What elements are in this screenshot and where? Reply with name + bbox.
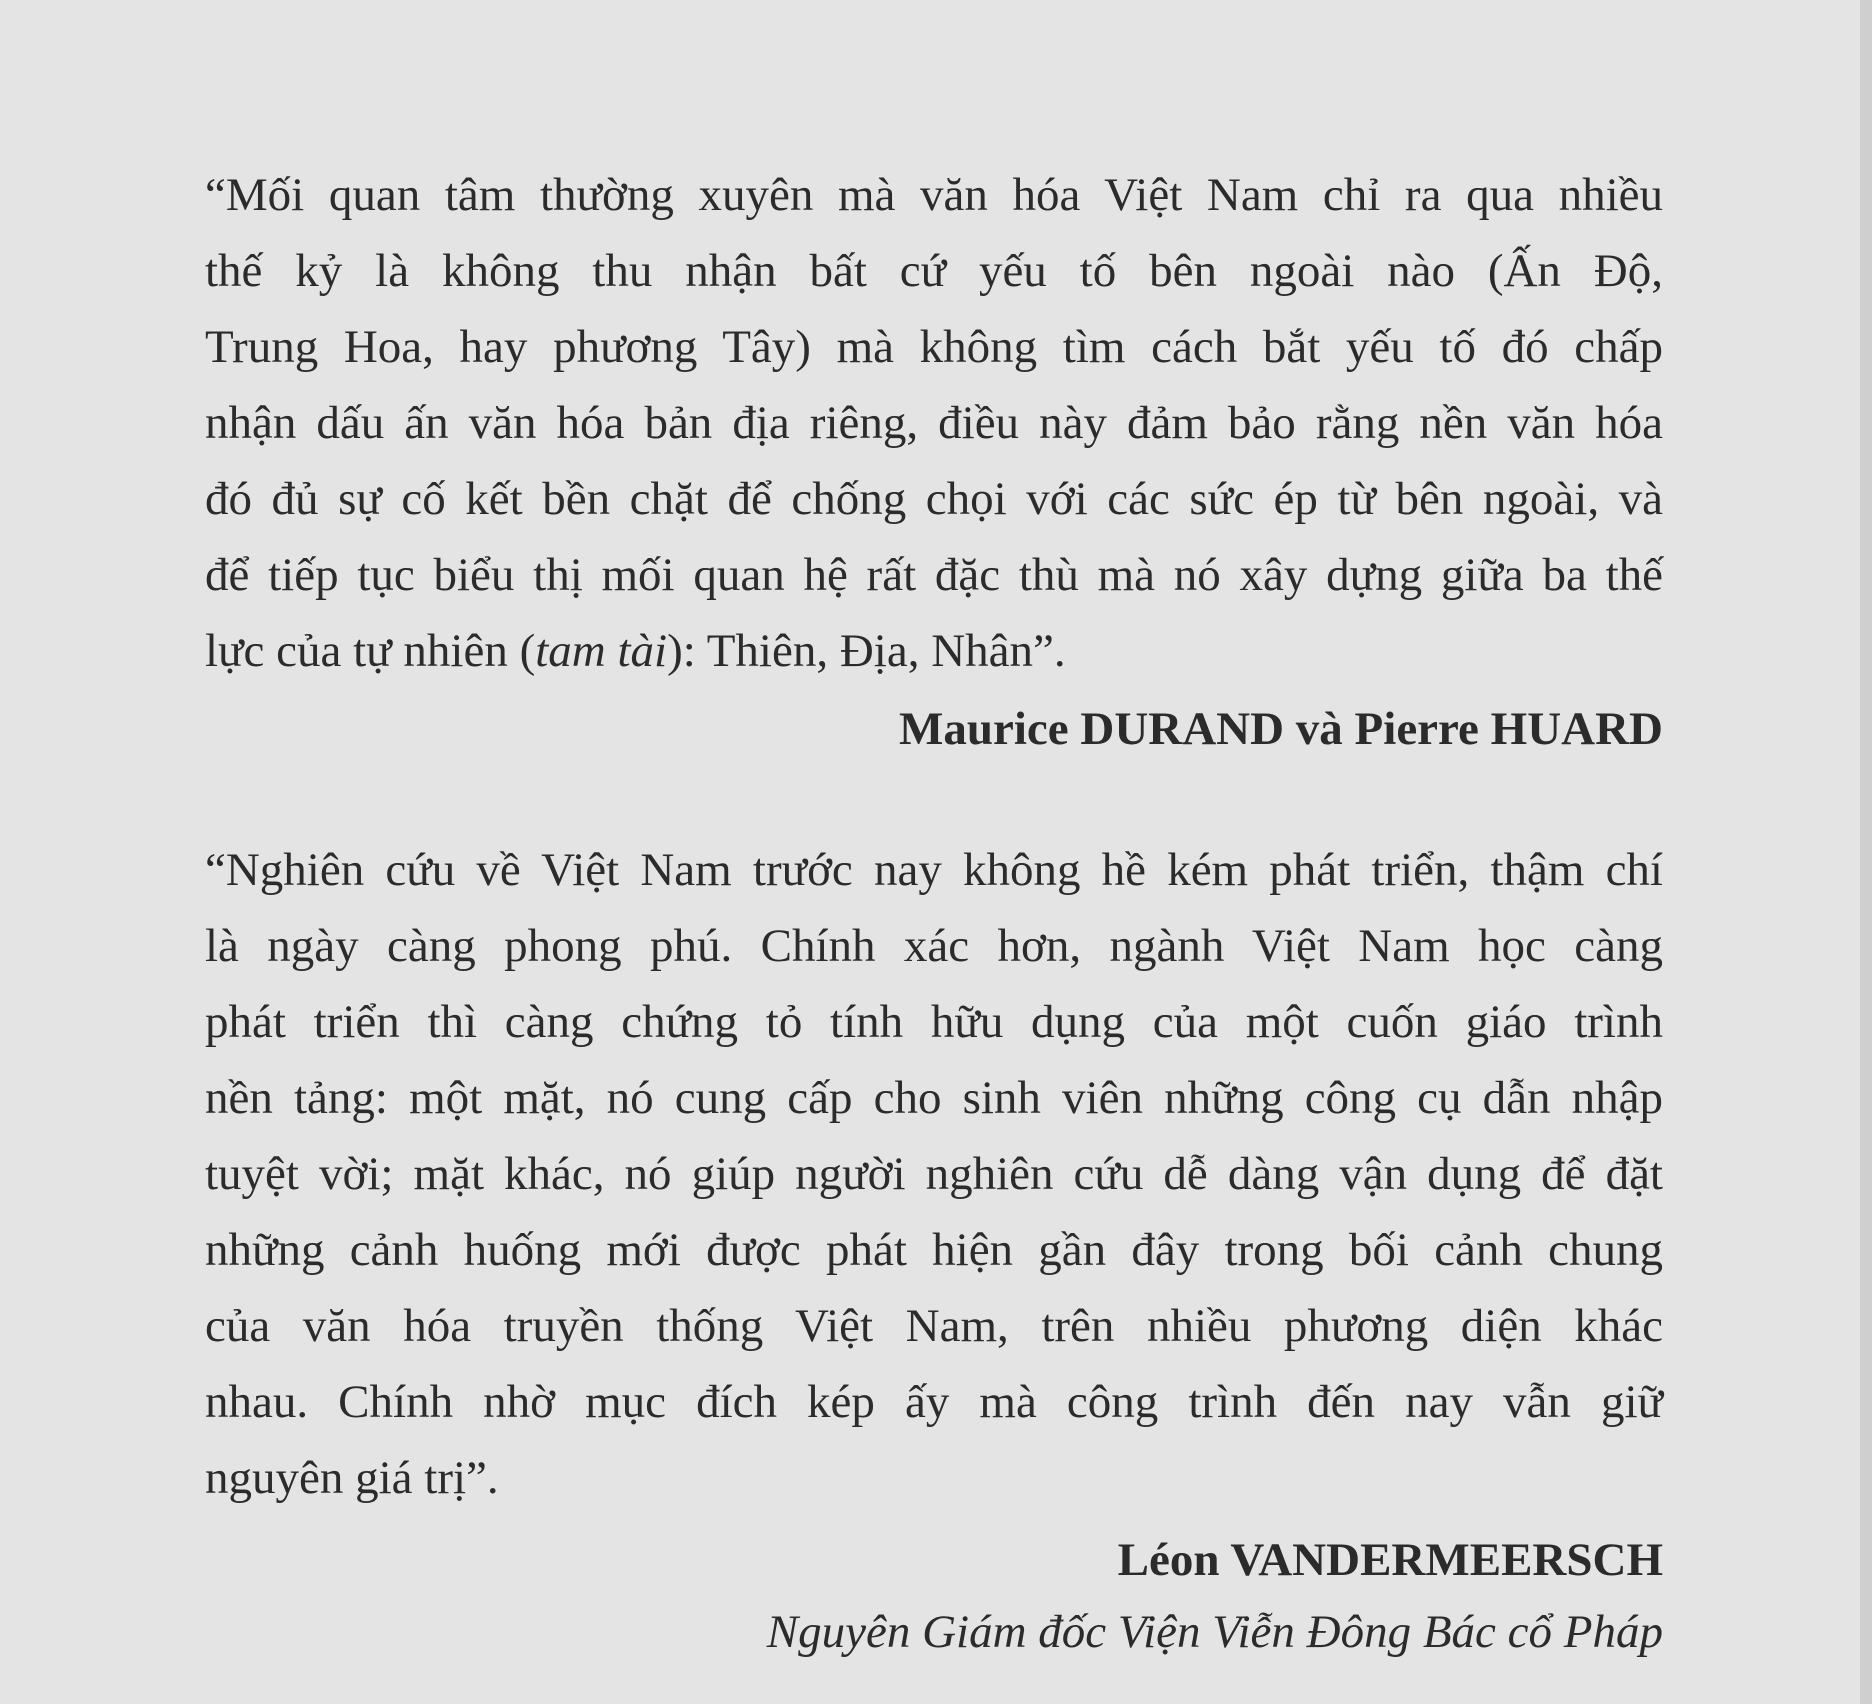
quote-2-line: phát triển thì càng chứng tỏ tính hữu dụng của một cuốn giáo trình xyxy=(205,996,1663,1048)
quote-1-line: đó đủ sự cố kết bền chặt để chống chọi với các sức ép từ bên ngoài, và xyxy=(205,473,1663,525)
quote-2-attribution-title: Nguyên Giám đốc Viện Viễn Đông Bác cổ Pháp xyxy=(766,1606,1663,1658)
quote-1-last-line-end: ): Thiên, Địa, Nhân”. xyxy=(667,625,1066,677)
quote-1-line: nhận dấu ấn văn hóa bản địa riêng, điều này đảm bảo rằng nền văn hóa xyxy=(205,397,1663,449)
quote-2 xyxy=(205,840,1663,1658)
quote-1 xyxy=(205,165,1663,765)
quote-1-line: để tiếp tục biểu thị mối quan hệ rất đặc thù mà nó xây dựng giữa ba thế xyxy=(205,549,1663,601)
quote-1-last-line-start: lực của tự nhiên ( xyxy=(205,625,536,677)
quote-2-line: là ngày càng phong phú. Chính xác hơn, ngành Việt Nam học càng xyxy=(205,920,1663,972)
quote-2-line: nền tảng: một mặt, nó cung cấp cho sinh viên những công cụ dẫn nhập xyxy=(205,1072,1663,1124)
quote-2-line: nhau. Chính nhờ mục đích kép ấy mà công trình đến nay vẫn giữ xyxy=(205,1376,1663,1428)
quote-1-last-line xyxy=(205,621,1663,681)
quote-2-last-line: nguyên giá trị”. xyxy=(205,1452,499,1504)
quote-1-italic-term: tam tài xyxy=(535,625,668,677)
quote-2-line: “Nghiên cứu về Việt Nam trước nay không hề kém phát triển, thậm chí xyxy=(205,844,1663,896)
quote-1-line: Trung Hoa, hay phương Tây) mà không tìm cách bắt yếu tố đó chấp xyxy=(205,321,1663,373)
quote-1-attribution: Maurice DURAND và Pierre HUARD xyxy=(899,703,1663,755)
quote-2-line: những cảnh huống mới được phát hiện gần đây trong bối cảnh chung xyxy=(205,1224,1663,1276)
quote-2-line: của văn hóa truyền thống Việt Nam, trên nhiều phương diện khác xyxy=(205,1300,1663,1352)
quote-1-line: “Mối quan tâm thường xuyên mà văn hóa Việt Nam chỉ ra qua nhiều xyxy=(205,169,1663,221)
page-edge xyxy=(1860,0,1872,1704)
quote-2-line: tuyệt vời; mặt khác, nó giúp người nghiên cứu dễ dàng vận dụng để đặt xyxy=(205,1148,1663,1200)
quote-1-line: thế kỷ là không thu nhận bất cứ yếu tố bên ngoài nào (Ấn Độ, xyxy=(205,245,1663,297)
quote-2-attribution: Léon VANDERMEERSCH xyxy=(1117,1534,1663,1586)
